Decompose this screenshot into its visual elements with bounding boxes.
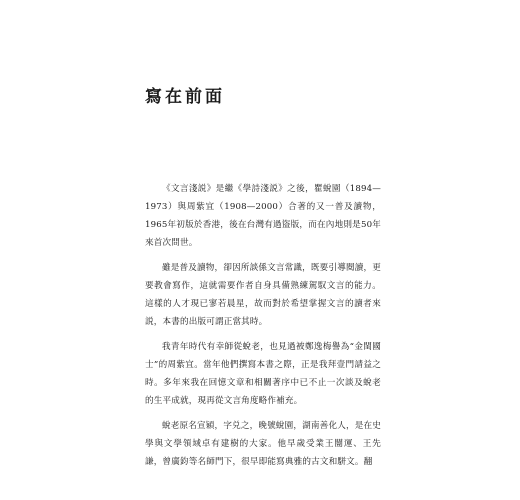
- paragraph: 我青年時代有幸師從蛻老，也見過被鄭逸梅譽為“金閨國士”的周紫宜。當年他們撰寫本書之際，正是我拜壹門請益之時。多年來我在回憶文章和相關著序中已不止一次談及蛻老的生平成就，現再從文言角度略作補充。: [145, 342, 381, 406]
- page-heading: 寫在前面: [145, 87, 225, 107]
- paragraph: 蛻老原名宣穎，字兑之，晚號蛻園，湖南善化人，是在史學與文學領域卓有建樹的大家。他早歲受業王闓運、王先謙，曾廣鈞等名師門下，很早即能寫典雅的古文和駢文。翻: [145, 421, 381, 467]
- paragraph: 《文言淺説》是繼《學詩淺説》之後，瞿蛻園（1894—1973）與周紫宜（1908—2000）合著的又一普及讀物，1965年初版於香港，後在台灣有過盜版，而在內地則是50年來首次問世。: [145, 184, 381, 248]
- body-text: [145, 180, 381, 478]
- paragraph: 雖是普及讀物，卻因所談係文言常識，既要引導閱讀，更要教會寫作，這就需要作者自身具備熟練駕馭文言的能力。這樣的人才現已寥若晨星，故而對於希望掌握文言的讀者來説，本書的出版可謂正當其時。: [145, 263, 381, 327]
